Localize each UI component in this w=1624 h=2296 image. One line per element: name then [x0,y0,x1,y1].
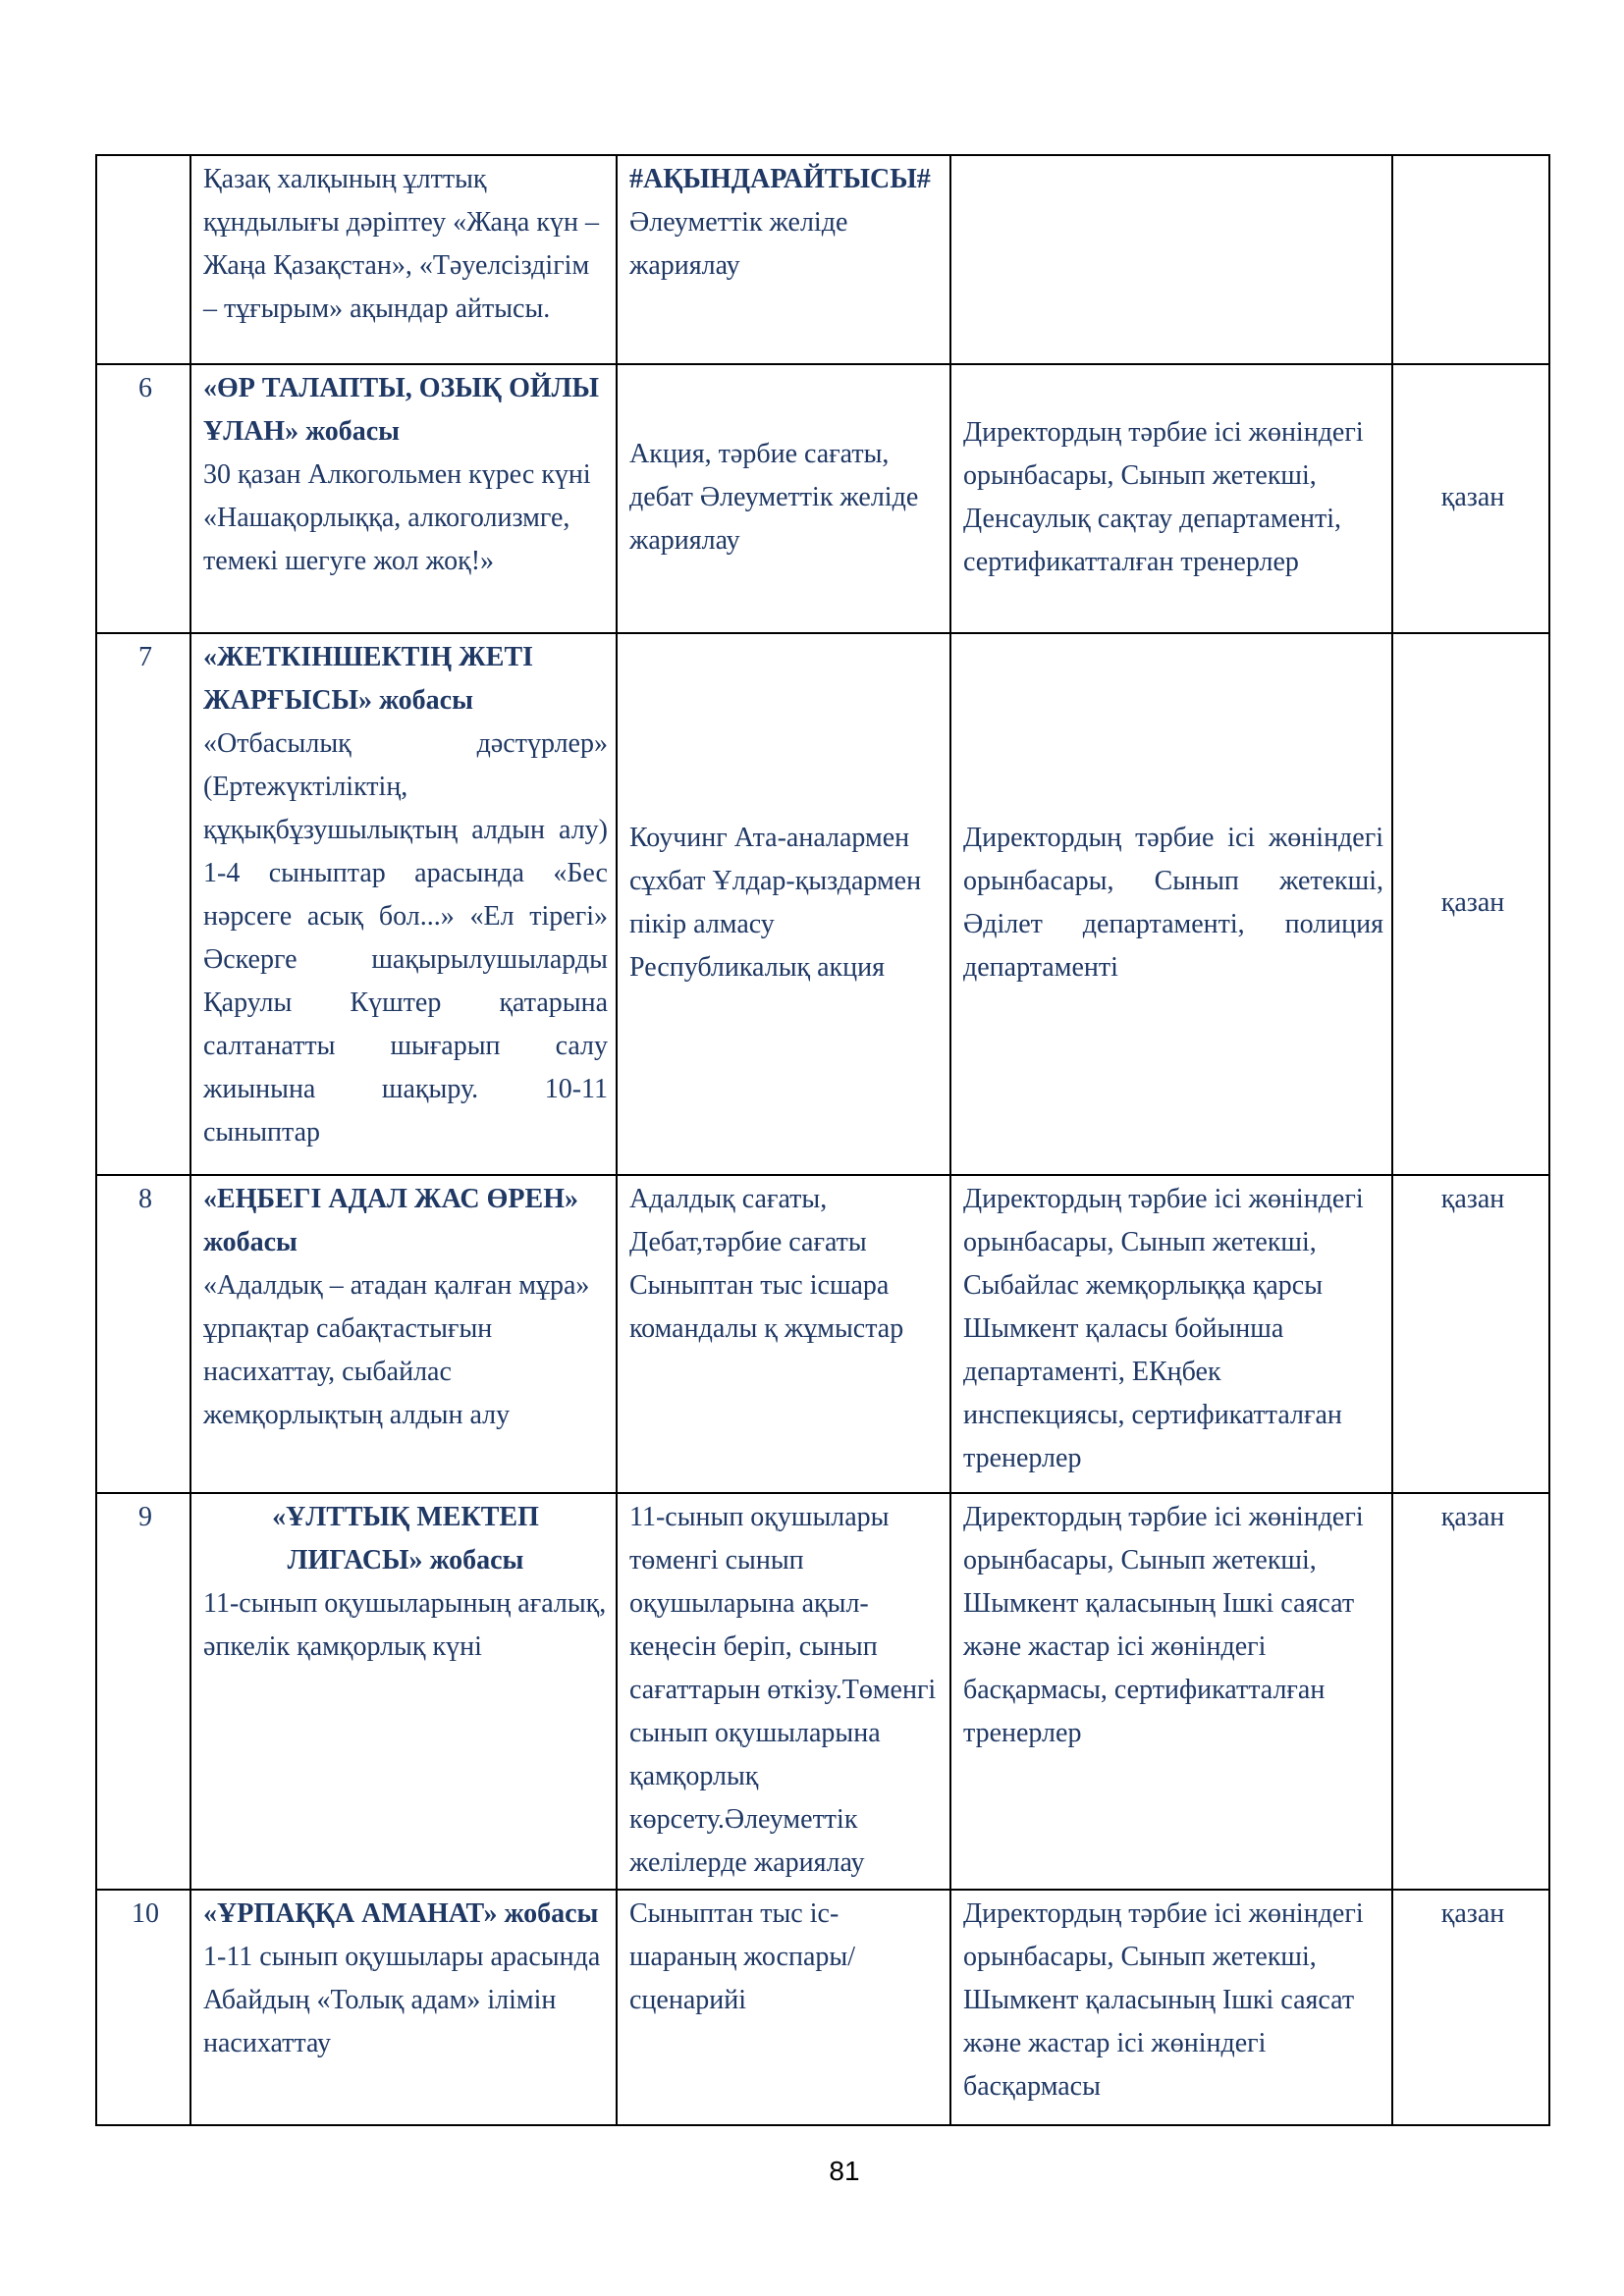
row-number-cell [96,155,190,364]
project-title: «ӨР ТАЛАПТЫ, ОЗЫҚ ОЙЛЫ ҰЛАН» жобасы [203,373,599,447]
table-row [96,1175,1549,1493]
responsible-cell [950,155,1392,364]
activity-text: 11-сынып оқушылары төменгі сынып оқушыларына ақыл-кеңесін беріп, сынып сағаттарын өткізу.Төменгі сынып оқушыларына қамқорлық көрсету.Әлеуметтік желілерде жариялау [629,1502,937,1878]
activity-cell [617,1175,950,1493]
activity-text: Адалдық сағаты, Дебат,тәрбие сағаты Сыныптан тыс ісшара командалы қ жұмыстар [629,1184,904,1344]
activity-text: Коучинг Ата-аналармен сұхбат Ұлдар-қыздармен пікір алмасу Республикалық акция [629,823,922,983]
activity-text: Әлеуметтік желіде жариялау [629,207,848,281]
activity-hashtag: #АҚЫНДАРАЙТЫСЫ# [629,164,931,194]
project-cell [190,1175,617,1493]
project-cell [190,364,617,633]
project-details: «Отбасылық дәстүрлер» (Ертежүктіліктің, құқықбұзушылықтың алдын алу) 1-4 сыныптар арасында «Бес нәрсеге асық бол...» «Ел тірегі» Әскерге шақырылушыларды Қарулы Күштер қатарына салтанатты шығарып салу жиынына шақыру. 10-11 сыныптар [203,728,608,1148]
responsible-cell: Директордың тәрбие ісі жөніндегі орынбасары, Сынып жетекші, Денсаулық сақтау департаменті, сертификатталған тренерлер [950,364,1392,633]
table-row [96,364,1549,633]
table-row [96,1890,1549,2125]
activity-text: Сыныптан тыс іс-шараның жоспары/сценарийі [629,1898,855,2015]
row-number-cell: 10 [96,1890,190,2125]
row-number-cell: 6 [96,364,190,633]
row-number-cell: 7 [96,633,190,1175]
project-title: «ҰЛТТЫҚ МЕКТЕП ЛИГАСЫ» жобасы [272,1502,539,1575]
project-details: «Адалдық – атадан қалған мұра» ұрпақтар сабақтастығын насихаттау, сыбайлас жемқорлықтың алдын алу [203,1270,590,1430]
activity-text: Акция, тәрбие сағаты, дебат Әлеуметтік желіде жариялау [629,439,919,556]
row-number-cell: 9 [96,1493,190,1890]
page-number: 81 [829,2156,860,2186]
responsible-cell: Директордың тәрбие ісі жөніндегі орынбасары, Сынып жетекші, Әділет департаменті, полиция департаменті [950,633,1392,1175]
month-cell: қазан [1392,1890,1549,2125]
project-details: 30 қазан Алкогольмен күрес күні «Нашақорлыққа, алкоголизмге, темекі шегуге жол жоқ!» [203,459,591,576]
responsible-cell: Директордың тәрбие ісі жөніндегі орынбасары, Сынып жетекші, Шымкент қаласының Ішкі саясат және жастар ісі жөніндегі басқармасы [950,1890,1392,2125]
activity-cell [617,633,950,1175]
project-cell [190,633,617,1175]
plan-table-container [95,154,1548,2126]
month-cell [1392,155,1549,364]
month-cell: қазан [1392,1493,1549,1890]
activity-cell [617,1493,950,1890]
project-title: «ЖЕТКІНШЕКТІҢ ЖЕТІ ЖАРҒЫСЫ» жобасы [203,642,534,716]
plan-table [95,154,1550,2126]
row-number-cell: 8 [96,1175,190,1493]
project-title: «ҰРПАҚҚА АМАНАТ» жобасы [203,1898,599,1929]
responsible-cell: Директордың тәрбие ісі жөніндегі орынбасары, Сынып жетекші, Сыбайлас жемқорлыққа қарсы Шымкент қаласы бойынша департаменті, ЕКңбек инспекциясы, сертификатталған тренерлер [950,1175,1392,1493]
responsible-cell: Директордың тәрбие ісі жөніндегі орынбасары, Сынып жетекші, Шымкент қаласының Ішкі саясат және жастар ісі жөніндегі басқармасы, сертификатталған тренерлер [950,1493,1392,1890]
project-details: 1-11 сынып оқушылары арасында Абайдың «Толық адам» ілімін насихаттау [203,1942,601,2058]
activity-cell [617,364,950,633]
project-title: «ЕҢБЕГІ АДАЛ ЖАС ӨРЕН» жобасы [203,1184,578,1257]
table-row [96,633,1549,1175]
project-cell [190,155,617,364]
month-cell: қазан [1392,1175,1549,1493]
month-cell: қазан [1392,633,1549,1175]
activity-cell [617,1890,950,2125]
project-details: 11-сынып оқушыларының ағалық, әпкелік қамқорлық күні [203,1588,607,1662]
project-details: Қазақ халқының ұлттық құндылығы дәріптеу «Жаңа күн – Жаңа Қазақстан», «Тәуелсіздігім – тұғырым» ақындар айтысы. [203,164,599,324]
project-cell [190,1890,617,2125]
month-cell: қазан [1392,364,1549,633]
table-row [96,1493,1549,1890]
project-cell [190,1493,617,1890]
table-row [96,155,1549,364]
activity-cell [617,155,950,364]
